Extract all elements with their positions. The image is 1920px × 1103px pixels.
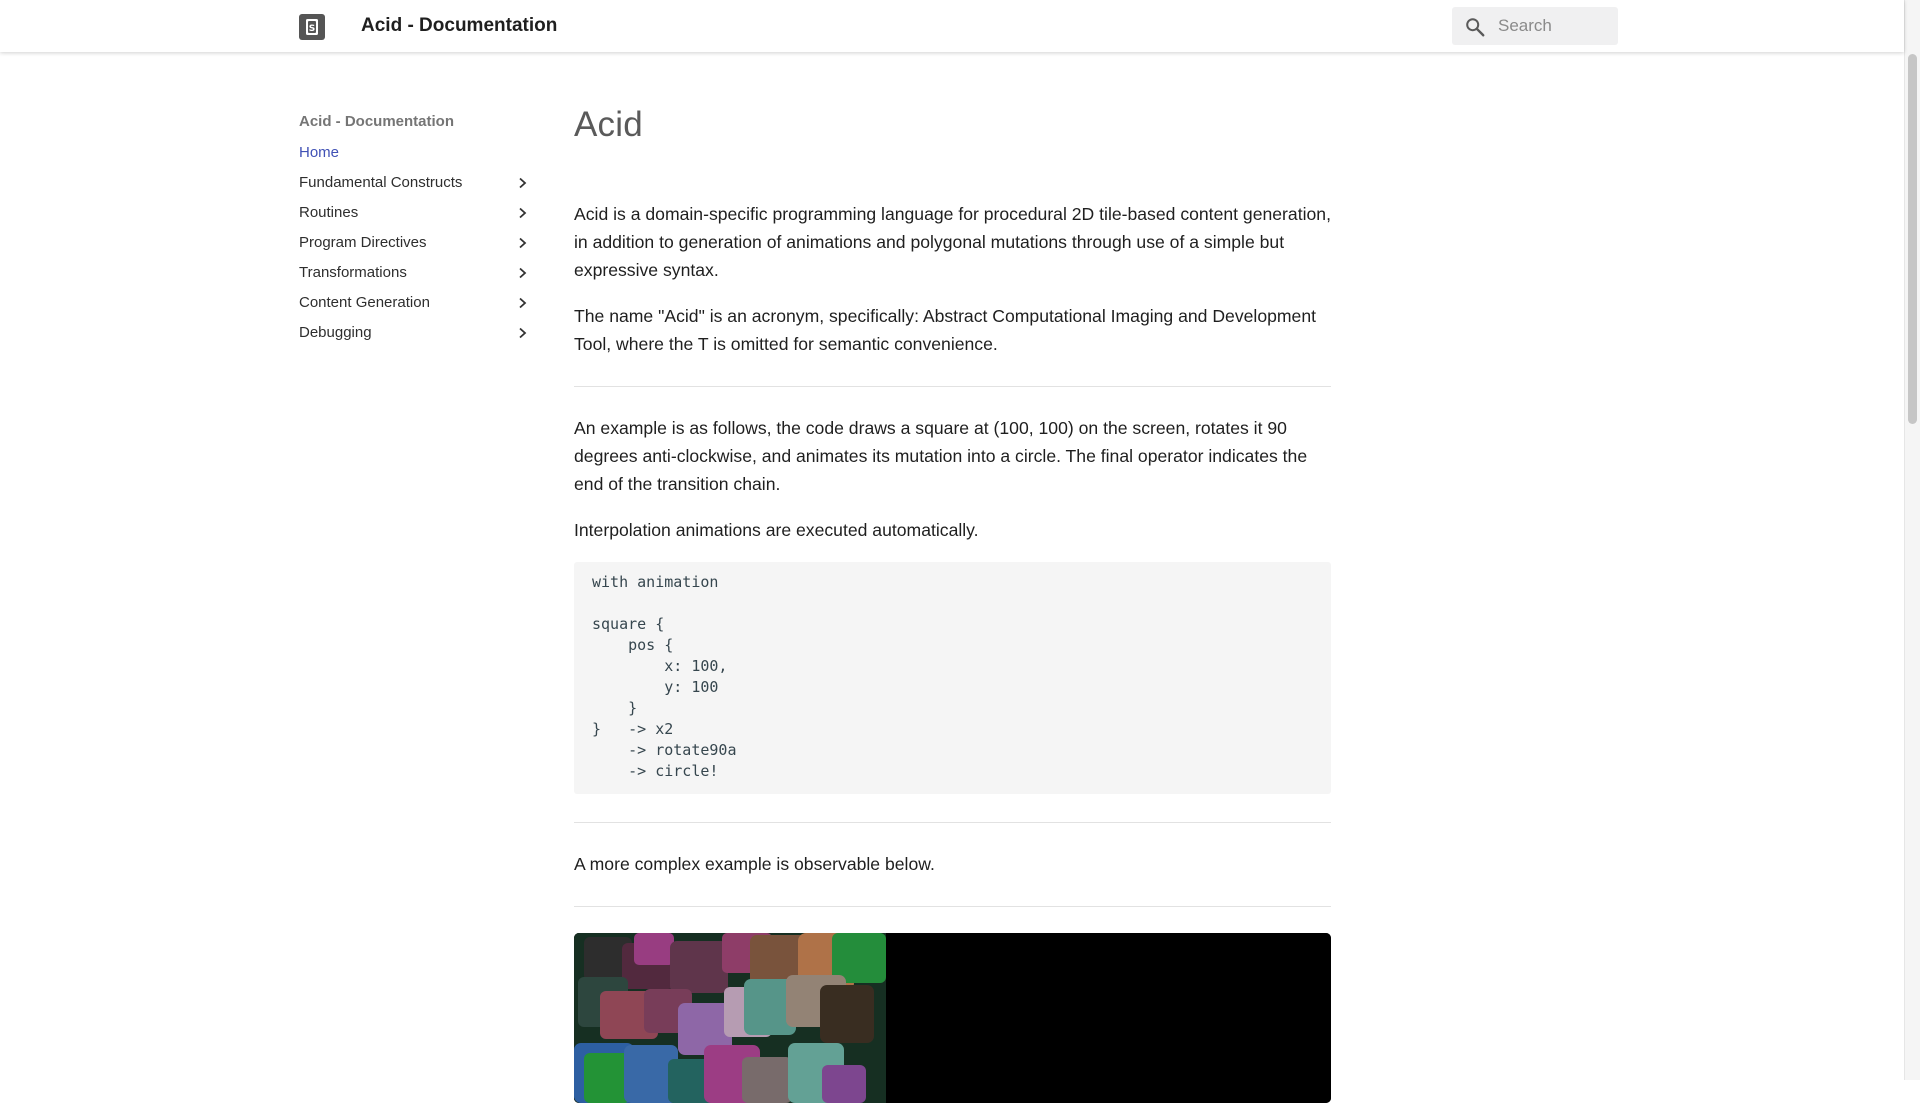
sidebar-item-content-generation[interactable] <box>299 288 529 318</box>
example-paragraph: An example is as follows, the code draws a square at (100, 100) on the screen, rotates it 90 degrees anti-clockwise, and animates its mutation into a circle. The final operator indicates the end of the transition chain. <box>574 418 1308 494</box>
complex-example-paragraph: A more complex example is observable below. <box>574 854 935 874</box>
main-content <box>574 100 1331 933</box>
sidebar-nav <box>299 110 529 348</box>
svg-text:S: S <box>308 24 316 34</box>
sidebar-item-label: Home <box>299 144 340 161</box>
sidebar-item-routines[interactable] <box>299 198 529 228</box>
sidebar-item-home[interactable] <box>299 138 529 168</box>
interpolation-paragraph: Interpolation animations are executed automatically. <box>574 520 979 540</box>
chevron-right-icon <box>515 296 529 310</box>
animation-demo-image <box>574 933 1331 1103</box>
chevron-right-icon <box>515 326 529 340</box>
code-block[interactable]: with animation square { pos { x: 100, y: 100 } } -> x2 -> rotate90a -> circle! <box>574 562 1331 794</box>
sidebar-item-debugging[interactable] <box>299 318 529 348</box>
sidebar-item-label: Transformations <box>299 264 407 281</box>
chevron-right-icon <box>515 266 529 280</box>
page-title: Acid <box>574 105 643 144</box>
sidebar-item-label: Routines <box>299 204 359 221</box>
intro-paragraph: Acid is a domain-specific programming language for procedural 2D tile-based content generation, in addition to generation of animations and polygonal mutations through use of a simple but expressive syntax. <box>574 204 1331 280</box>
search-input[interactable] <box>1498 15 1610 37</box>
sidebar-item-label: Fundamental Constructs <box>299 174 463 191</box>
sidebar-item-label: Content Generation <box>299 294 430 311</box>
top-header <box>0 0 1904 52</box>
sidebar-item-label: Program Directives <box>299 234 427 251</box>
header-title[interactable]: Acid - Documentation <box>361 15 558 36</box>
sidebar-title: Acid - Documentation <box>299 113 455 130</box>
book-icon <box>304 18 320 36</box>
page-scrollbar[interactable] <box>1904 0 1920 1080</box>
scrollbar-thumb[interactable] <box>1908 54 1917 424</box>
chevron-right-icon <box>515 176 529 190</box>
sidebar-item-transformations[interactable] <box>299 258 529 288</box>
search-icon <box>1464 16 1486 38</box>
sidebar-item-fundamental-constructs[interactable] <box>299 168 529 198</box>
site-logo[interactable] <box>299 14 325 40</box>
chevron-right-icon <box>515 206 529 220</box>
search-box[interactable] <box>1452 7 1618 45</box>
sidebar-item-program-directives[interactable] <box>299 228 529 258</box>
acronym-paragraph: The name "Acid" is an acronym, specifically: Abstract Computational Imaging and Development Tool, where the T is omitted for semantic convenience. <box>574 306 1317 354</box>
sidebar-item-label: Debugging <box>299 324 372 341</box>
chevron-right-icon <box>515 236 529 250</box>
